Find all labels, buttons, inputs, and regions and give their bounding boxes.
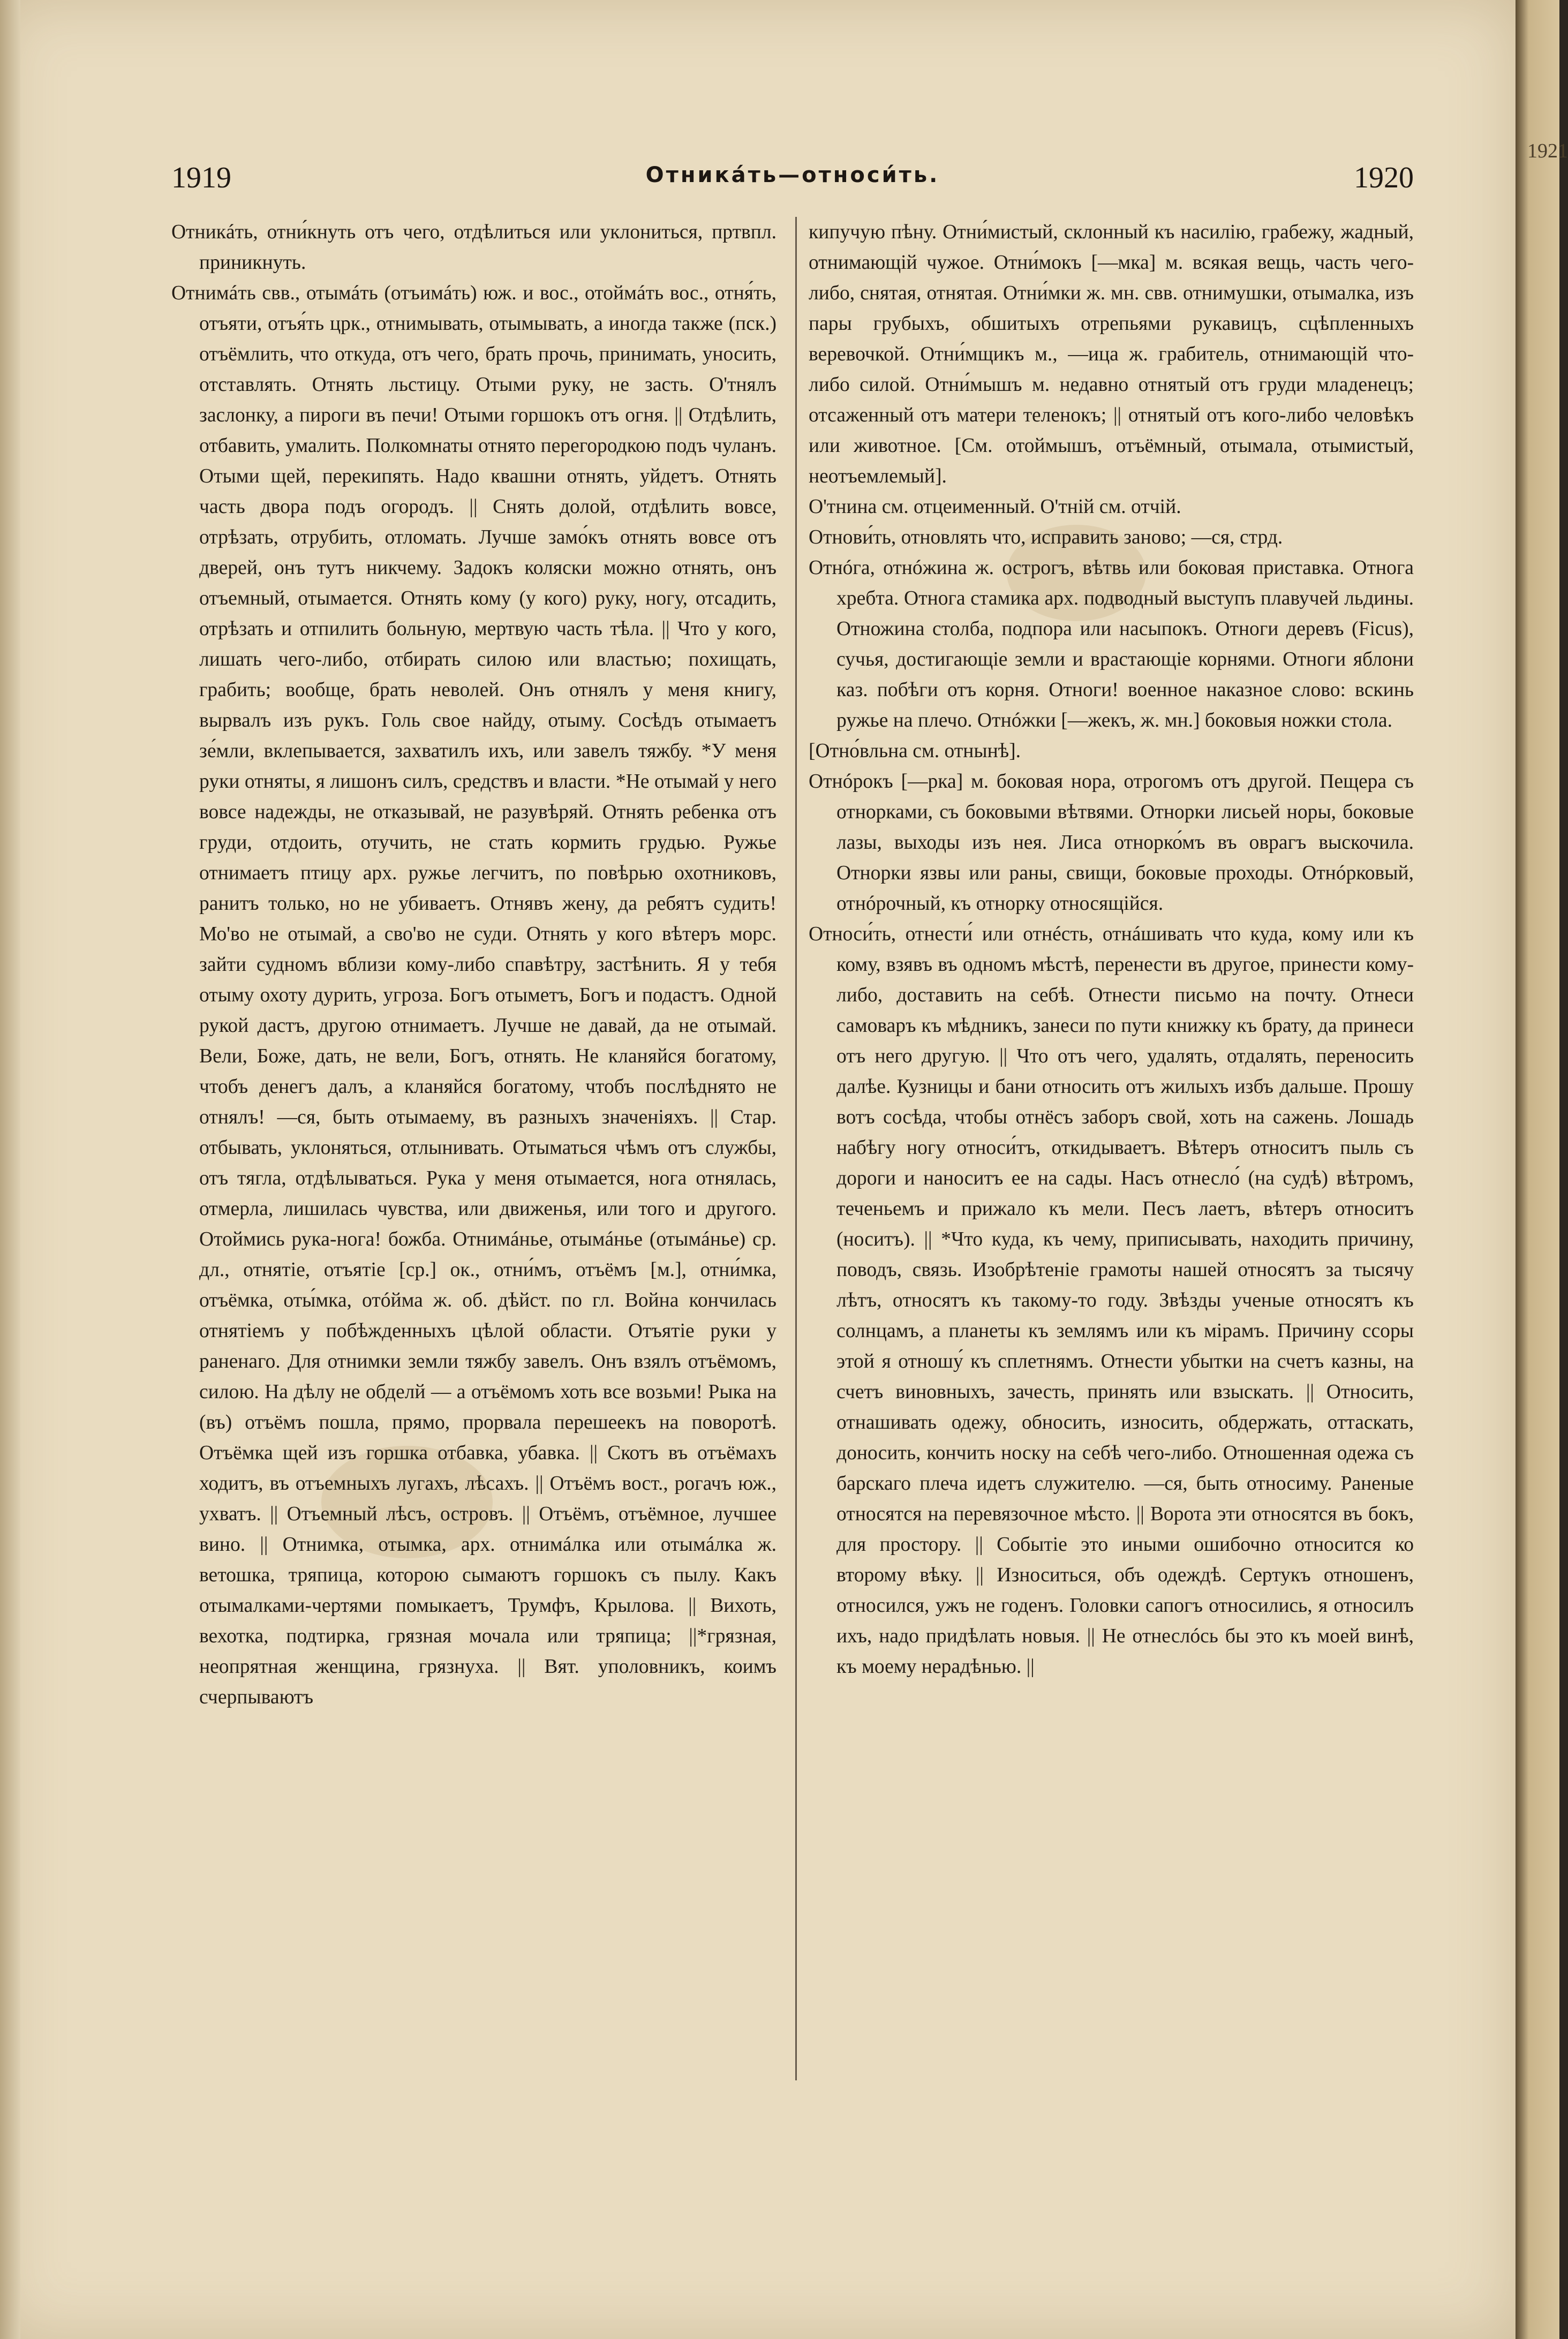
dictionary-entry: Отнóрокъ [—рка] м. боковая нора, отрогомъ отъ другой. Пещера съ отнорками, съ боковыми вѣтвями. Отнорки лисьей норы, боковые лазы, выходы изъ нея. Лиса отнорко́мъ въ оврагъ выскочила. Отнорки язвы или раны, свищи, боковые проходы. Отнóрковый, отнóрочный, къ отнорку относящійся. xyxy=(809,771,1414,915)
running-head: Отникáть—относи́ть. xyxy=(645,163,940,187)
right-column xyxy=(809,217,1414,2091)
column-rule xyxy=(795,217,797,2080)
right-page-number: 1920 xyxy=(1354,161,1414,194)
left-page-number: 1919 xyxy=(171,161,231,194)
dictionary-entry-continued: кипучую пѣну. Отни́мистый, склонный къ насилію, грабежу, жадный, отнимающій чужое. Отни́мокъ [—мка] м. всякая вещь, часть чего-либо, снятая, отнятая. Отни́мки ж. мн. свв. отнимушки, отымалка, изъ пары грубыхъ, обшитыхъ отрепьями рукавицъ, сцѣпленныхъ веревочкой. Отни́мщикъ м., —ица ж. грабитель, отнимающій что-либо силой. Отни́мышъ м. недавно отнятый отъ груди младенецъ; отсаженный отъ матери теленокъ; || отнятый отъ кого-либо человѣкъ или животное. [См. отоймышъ, отъёмный, отымала, отымистый, неотъемлемый]. xyxy=(809,221,1414,487)
next-page-edge xyxy=(1516,0,1568,2339)
dictionary-entry: [Отно́вльна см. отнынѣ]. xyxy=(809,740,1021,762)
dictionary-entry: Отнимáть свв., отымáть (отъимáть) юж. и вос., отоймáть вос., отня́ть, отъяти, отъя́ть црк., отнимывать, отымывать, а иногда также (пск.) отъёмлить, что откуда, отъ чего, брать прочь, принимать, уносить, отставлять. Отнять льстицу. Отыми руку, не засть. О'тнялъ заслонку, а пироги въ печи! Отыми горшокъ отъ огня. || Отдѣлить, отбавить, умалить. Полкомнаты отнято перегородкою подъ чуланъ. Отыми щей, перекипять. Надо квашни отнять, уйдетъ. Отнять часть двора подъ огородъ. || Снять долой, отдѣлить вовсе, отрѣзать, отрубить, отломать. Лучше замо́къ отнять вовсе отъ дверей, онъ тутъ никчему. Задокъ коляски можно отнять, онъ отъемный, отымается. Отнять кому (у кого) руку, ногу, отсадить, отрѣзать и отпилить больную, мертвую часть тѣла. || Что у кого, лишать чего-либо, отбирать силою или властью; похищать, грабить; вообще, брать неволей. Онъ отнялъ у меня книгу, вырвалъ изъ рукъ. Голь свое найду, отыму. Сосѣдъ отымаетъ зе́мли, вклепывается, захватилъ ихъ, или завелъ тяжбу. *У меня руки отняты, я лишонъ силъ, средствъ и власти. *Не отымай у него вовсе надежды, не отказывай, не разувѣряй. Отнять ребенка отъ груди, отдоить, отучить, не стать кормить грудью. Ружье отнимаетъ птицу арх. ружье легчитъ, по повѣрью охотниковъ, ранитъ только, но не убиваетъ. Отнявъ жену, да ребятъ судить! Мо'во не отымай, а сво'во не суди. Отнять у кого вѣтеръ морс. зайти судномъ вблизи кому-либо спавѣтру, застѣнить. Я у тебя отыму охоту дурить, угроза. Богъ отыметъ, Богъ и подастъ. Одной рукой дастъ, другою отнимаетъ. Лучше не давай, да не отымай. Вели, Боже, дать, не вели, Богъ, отнять. Не кланяйся богатому, чтобъ денегъ далъ, а кланяйся богатому, чтобъ послѣднято не отнялъ! —ся, быть отымаему, въ разныхъ значеніяхъ. || Стар. отбывать, уклоняться, отлынивать. Отыматься чѣмъ отъ службы, отъ тягла, отдѣлываться. Рука у меня отымается, нога отнялась, отмерла, лишилась чувства, или движенья, или того и другого. Отоймись рука-нога! божба. Отнимáнье, отымáнье (отымáнье) ср. дл., отнятіе, отъятіе [ср.] ок., отни́мъ, отъёмъ [м.], отни́мка, отъёмка, оты́мка, отóйма ж. об. дѣйст. по гл. Война кончилась отнятіемъ у побѣжденныхъ цѣлой области. Отъятіе руки у раненаго. Для отнимки земли тяжбу завелъ. Онъ взялъ отъёмомъ, силою. На дѣлу не обделй — а отъёмомъ хоть все возьми! Рыка на (въ) отъёмъ пошла, прямо, прорвала перешеекъ на поворотѣ. Отъёмка щей изъ горшка отбавка, убавка. || Скотъ въ отъёмахъ ходитъ, въ отъемныхъ лугахъ, лѣсахъ. || Отъёмъ вост., рогачъ юж., ухватъ. || Отъемный лѣсъ, островъ. || Отъёмъ, отъёмное, лучшее вино. || Отнимка, отымка, арх. отнимáлка или отымáлка ж. ветошка, тряпица, которою сымаютъ горшокъ съ пылу. Какъ отымалками-чертями помыкаетъ, Трумфъ, Крылова. || Вихоть, вехотка, подтирка, грязная мочала или тряпица; ||*грязная, неопрятная женщина, грязнуха. || Вят. уполовникъ, коимъ счерпываютъ xyxy=(171,282,777,1708)
dictionary-entry: Отнови́ть, отновлять что, исправить заново; —ся, стрд. xyxy=(809,526,1283,548)
dictionary-entry: О'тнина см. отцеименный. О'тній см. отчій. xyxy=(809,496,1181,518)
dictionary-entry: Отникáть, отни́кнуть отъ чего, отдѣлиться или уклониться, пртвпл. приникнуть. xyxy=(171,221,777,274)
page-binding-edge xyxy=(0,0,20,2339)
dictionary-entry: Относи́ть, отнести́ или отнéсть, отнáшивать что куда, кому или къ кому, взявъ въ одномъ мѣстѣ, перенести въ другое, принести кому-либо, доставить на себѣ. Отнести письмо на почту. Отнеси самоваръ къ мѣдникъ, занеси по пути книжку къ брату, да принеси отъ него другую. || Что отъ чего, удалять, отдалять, переносить далѣе. Кузницы и бани относить отъ жилыхъ избъ дальше. Прошу вотъ сосѣда, чтобы отнёсъ заборъ свой, хоть на сажень. Лошадь набѣгу ногу относи́тъ, откидываетъ. Вѣтеръ относитъ пыль съ дороги и наноситъ ее на сады. Насъ отнесло́ (на судѣ) вѣтромъ, теченьемъ и прижало къ мели. Песъ лаетъ, вѣтеръ относитъ (носитъ). || *Что куда, къ чему, приписывать, находить причину, поводъ, связь. Изобрѣтеніе грамоты нашей относятъ за тысячу лѣтъ, относятъ къ такому-то году. Звѣзды ученые относятъ къ солнцамъ, а планеты къ землямъ или къ мірамъ. Причину ссоры этой я отношу́ къ сплетнямъ. Отнести убытки на счетъ казны, на счетъ виновныхъ, зачесть, принять или взыскать. || Относить, отнашивать одежу, обносить, износить, обдержать, оттаскать, доносить, кончить носку на себѣ чего-либо. Отношенная одежа съ барскаго плеча идетъ служителю. —ся, быть относиму. Раненые относятся на перевязочное мѣсто. || Ворота эти относятся въ бокъ, для простору. || Событіе это иными ошибочно относится ко второму вѣку. || Износиться, объ одеждѣ. Сертукъ отношенъ, относился, ужъ не годенъ. Головки сапогъ относились, я относилъ ихъ, надо придѣлать новыя. || Не отнеслóсь бы это къ моей винѣ, къ моему нерадѣнью. || xyxy=(809,923,1414,1678)
left-column xyxy=(171,217,777,2091)
next-page-number: 1921 xyxy=(1527,140,1568,162)
dictionary-entry: Отнóга, отнóжина ж. острогъ, вѣтвь или боковая приставка. Отнога хребта. Отнога стамика арх. подводный выступъ плавучей льдины. Отножина столба, подпора или насыпокъ. Отноги деревъ (Ficus), сучья, достигающіе земли и врастающіе корнями. Отноги яблони каз. побѣги отъ корня. Отноги! военное наказное слово: вскинь ружье на плечо. Отнóжки [—жекъ, ж. мн.] боковыя ножки стола. xyxy=(809,557,1414,731)
page-header xyxy=(171,161,1414,203)
